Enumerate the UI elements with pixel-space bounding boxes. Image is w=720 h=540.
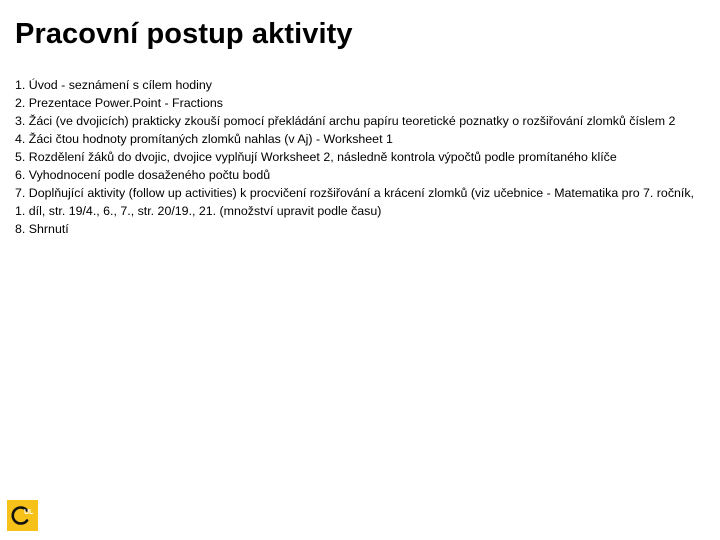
logo-mark-icon (7, 500, 38, 531)
list-item-step-3: 3. Žáci (ve dvojicích) prakticky zkouší pomocí překládání archu papíru teoretické poznatky o rozšiřování zlomků číslem 2 (15, 114, 676, 128)
list-item-step-2: 2. Prezentace Power.Point - Fractions (15, 96, 223, 110)
list-item-step-4: 4. Žáci čtou hodnoty promítaných zlomků nahlas (v Aj) - Worksheet 1 (15, 132, 393, 146)
logo (7, 500, 38, 531)
list-item-step-6: 6. Vyhodnocení podle dosaženého počtu bodů (15, 168, 271, 182)
logo-text: UL (24, 509, 34, 516)
list-item-step-8: 8. Shrnutí (15, 222, 69, 236)
list-item-step-5: 5. Rozdělení žáků do dvojic, dvojice vyplňují Worksheet 2, následně kontrola výpočtů podle promítaného klíče (15, 150, 617, 164)
list-item-step-7: 7. Doplňující aktivity (follow up activities) k procvičení rozšiřování a krácení zlomků (viz učebnice - Matematika pro 7. ročník, 1. díl, str. 19/4., 6., 7., str. 20/19., 21. (množství upravit podle času) (15, 186, 694, 218)
slide-title: Pracovní postup aktivity (15, 18, 353, 50)
list-item-step-1: 1. Úvod - seznámení s cílem hodiny (15, 78, 212, 92)
steps-list (15, 76, 707, 238)
